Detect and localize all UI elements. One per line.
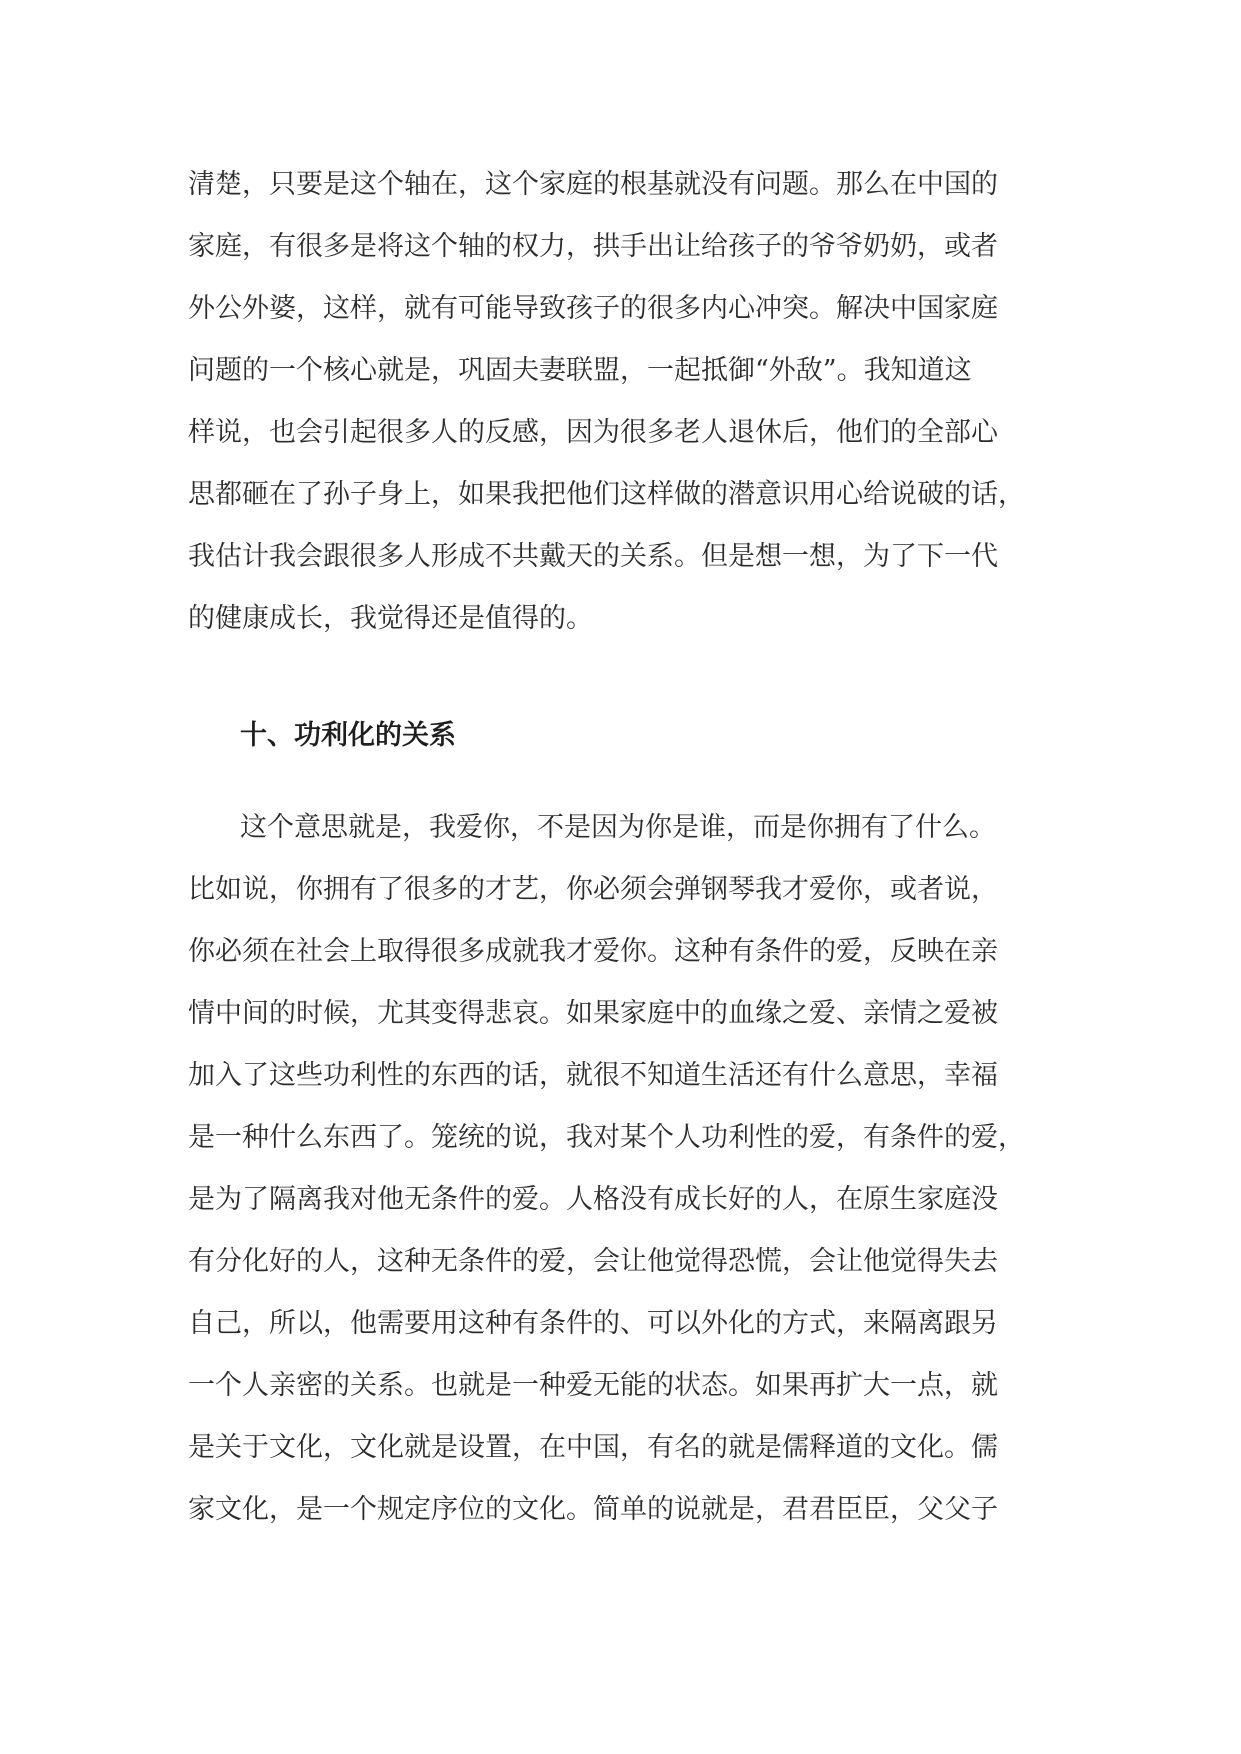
paragraph-line: 思都砸在了孙子身上，如果我把他们这样做的潜意识用心给说破的话， [188, 479, 1025, 510]
paragraph-line: 这个意思就是，我爱你，不是因为你是谁，而是你拥有了什么。 [240, 812, 996, 843]
paragraph-line: 是关于文化，文化就是设置，在中国，有名的就是儒释道的文化。儒 [188, 1432, 998, 1463]
section-heading: 十、功利化的关系 [240, 720, 456, 751]
paragraph-line: 我估计我会跟很多人形成不共戴天的关系。但是想一想，为了下一代 [188, 541, 998, 572]
paragraph-line: 一个人亲密的关系。也就是一种爱无能的状态。如果再扩大一点，就 [188, 1370, 998, 1401]
paragraph-line: 是为了隔离我对他无条件的爱。人格没有成长好的人，在原生家庭没 [188, 1184, 998, 1215]
paragraph-line: 比如说，你拥有了很多的才艺，你必须会弹钢琴我才爱你，或者说， [188, 874, 998, 905]
paragraph-line: 加入了这些功利性的东西的话，就很不知道生活还有什么意思，幸福 [188, 1060, 998, 1091]
paragraph-line: 清楚，只要是这个轴在，这个家庭的根基就没有问题。那么在中国的 [188, 169, 998, 200]
paragraph-line: 外公外婆，这样，就有可能导致孩子的很多内心冲突。解决中国家庭 [188, 293, 998, 324]
paragraph-line: 家文化，是一个规定序位的文化。简单的说就是，君君臣臣，父父子 [188, 1494, 998, 1525]
paragraph-line: 自己，所以，他需要用这种有条件的、可以外化的方式，来隔离跟另 [188, 1308, 998, 1339]
paragraph-line: 情中间的时候，尤其变得悲哀。如果家庭中的血缘之爱、亲情之爱被 [188, 998, 998, 1029]
paragraph-line: 是一种什么东西了。笼统的说，我对某个人功利性的爱，有条件的爱， [188, 1122, 1025, 1153]
paragraph-line: 问题的一个核心就是，巩固夫妻联盟，一起抵御“外敌”。我知道这 [188, 355, 972, 386]
paragraph-line: 样说，也会引起很多人的反感，因为很多老人退休后，他们的全部心 [188, 417, 998, 448]
paragraph-line: 家庭，有很多是将这个轴的权力，拱手出让给孩子的爷爷奶奶，或者 [188, 231, 998, 262]
paragraph-line: 你必须在社会上取得很多成就我才爱你。这种有条件的爱，反映在亲 [188, 936, 998, 967]
paragraph-line: 的健康成长，我觉得还是值得的。 [188, 603, 593, 634]
paragraph-line: 有分化好的人，这种无条件的爱，会让他觉得恐慌，会让他觉得失去 [188, 1246, 998, 1277]
